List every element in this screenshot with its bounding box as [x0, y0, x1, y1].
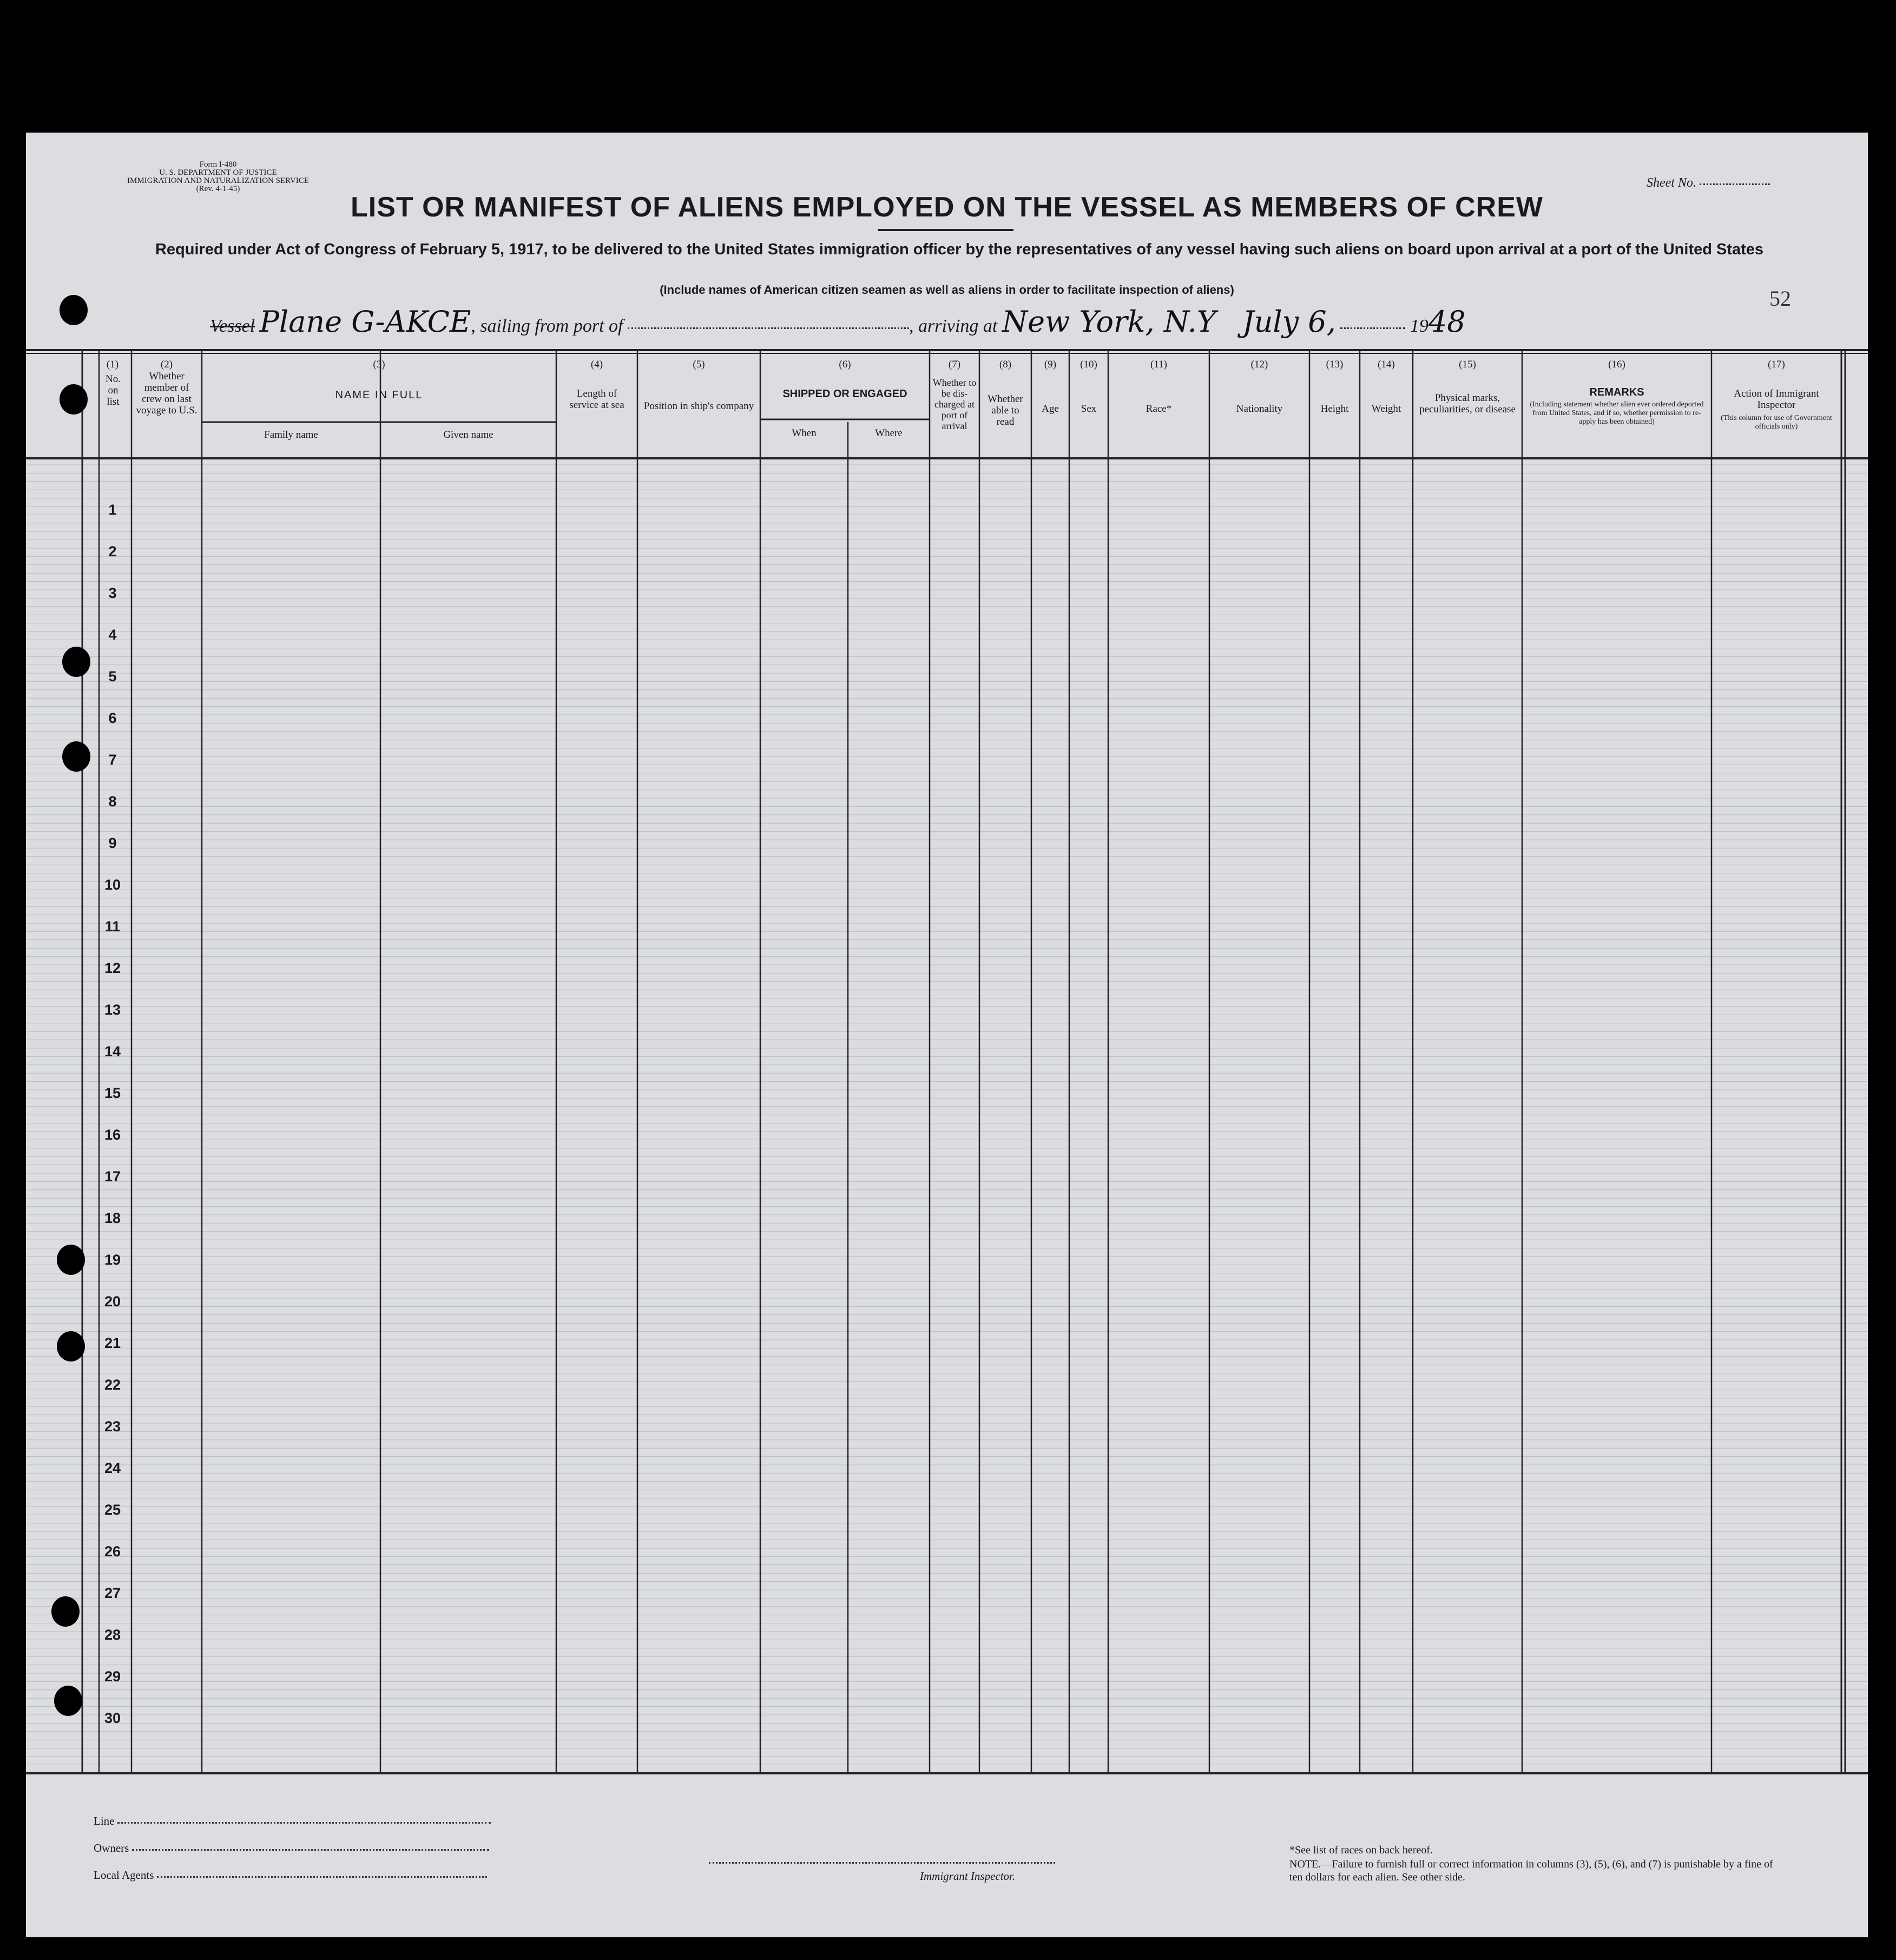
col-header-inspector-action: Action of Immigrant Inspector [1734, 388, 1819, 411]
col-num-5: (5) [693, 359, 705, 370]
row-number: 7 [108, 752, 117, 768]
footer-owners-blank [132, 1848, 489, 1851]
sailing-port-blank [628, 326, 909, 329]
footer-line-label: Line [94, 1814, 115, 1827]
col-num-1: (1) [106, 359, 119, 370]
col-header-inspector-note: (This column for use of Government officials only) [1721, 414, 1832, 431]
col-num-9: (9) [1044, 359, 1057, 370]
col-header-sex: Sex [1081, 403, 1097, 415]
col-header-remarks: REMARKS [1589, 386, 1644, 398]
row-number: 3 [108, 585, 117, 601]
col-header-length-of-service: Length of service at sea [569, 388, 624, 411]
sheet-number-label: Sheet No. [1647, 176, 1696, 190]
vessel-name: Plane G-AKCE [259, 305, 471, 339]
col-num-6: (6) [839, 359, 851, 370]
row-number: 26 [104, 1543, 121, 1560]
col-num-14: (14) [1378, 359, 1395, 370]
col-header-no-on-list: No. on list [106, 373, 121, 407]
col-header-when: When [792, 427, 817, 439]
races-note: *See list of races on back hereof. [1289, 1844, 1433, 1856]
col-num-10: (10) [1080, 359, 1097, 370]
page-title: LIST OR MANIFEST OF ALIENS EMPLOYED ON THE VESSEL AS MEMBERS OF CREW [351, 192, 1543, 223]
footer-agents-label: Local Agents [94, 1869, 154, 1882]
col-header-discharged: Whether to be dis-charged at port of arrival [932, 377, 977, 431]
row-rulings [26, 465, 1868, 1765]
row-number: 21 [104, 1335, 121, 1351]
row-number: 16 [104, 1127, 121, 1143]
revision: (Rev. 4-1-45) [196, 185, 240, 193]
sheet-number [1647, 176, 1770, 190]
col-header-physical-marks: Physical marks, peculiarities, or disease [1419, 392, 1516, 415]
row-number: 6 [108, 710, 117, 726]
col-header-age: Age [1042, 403, 1059, 415]
row-number: 19 [104, 1252, 121, 1268]
row-number: 17 [104, 1168, 121, 1185]
vessel-line [210, 305, 1466, 339]
row-number: 22 [104, 1377, 121, 1393]
col-num-17: (17) [1768, 359, 1785, 370]
row-number: 15 [104, 1085, 121, 1101]
row-number: 4 [108, 627, 117, 643]
col-header-nationality: Nationality [1236, 403, 1283, 415]
col-num-13: (13) [1326, 359, 1344, 370]
punch-hole [57, 1245, 85, 1275]
header-bottom-border [26, 457, 1868, 459]
col-header-height: Height [1320, 403, 1349, 415]
col-header-shipped-or-engaged: SHIPPED OR ENGAGED [782, 388, 907, 400]
col-header-position: Position in ship's company [643, 400, 754, 412]
row-number: 23 [104, 1418, 121, 1435]
col-header-name-in-full: NAME IN FULL [335, 389, 423, 401]
punch-hole [60, 295, 88, 325]
row-number: 30 [104, 1710, 121, 1726]
row-number: 13 [104, 1002, 121, 1018]
date-blank [1340, 326, 1405, 329]
row-number: 25 [104, 1502, 121, 1518]
col-num-8: (8) [999, 359, 1012, 370]
footer-owners-label: Owners [94, 1841, 129, 1854]
manifest-table-grid [26, 349, 1868, 1778]
punch-hole [54, 1686, 82, 1716]
footer-agents-blank [157, 1875, 487, 1878]
footer-agents [94, 1869, 487, 1882]
include-note: (Include names of American citizen seamen as well as aliens in order to facilitate inspection of aliens) [660, 283, 1234, 297]
col-header-family-name: Family name [264, 429, 318, 440]
sailing-label: , sailing from port of [471, 316, 623, 336]
row-number: 9 [108, 835, 117, 851]
col-header-race: Race* [1146, 403, 1172, 415]
punch-hole [60, 384, 88, 415]
manifest-sheet [26, 133, 1868, 1937]
table-bottom-border [26, 1772, 1868, 1774]
row-number: 11 [104, 918, 121, 935]
vessel-label: Vessel [210, 316, 255, 336]
col-num-11: (11) [1150, 359, 1167, 370]
col-num-12: (12) [1250, 359, 1268, 370]
penalty-note: NOTE.—Failure to furnish full or correct information in columns (3), (5), (6), and (7) is punishable by a fine of ten dollars for each alien. See other side. [1289, 1858, 1773, 1883]
col-header-crew-last-voyage: Whether member of crew on last voyage to U.S. [136, 371, 198, 416]
year-suffix: 48 [1428, 305, 1466, 339]
column-dividers [82, 349, 1845, 1773]
table-top-border-inner [26, 353, 1868, 354]
inspector-signature-line [709, 1862, 1055, 1864]
arriving-port: New York, N.Y [1002, 305, 1216, 339]
page-number: 52 [1769, 286, 1791, 311]
col-num-3: (3) [373, 359, 385, 370]
arriving-label: , arriving at [909, 316, 998, 336]
col-num-7: (7) [948, 359, 961, 370]
col-header-able-to-read: Whether able to read [988, 393, 1023, 427]
row-number: 27 [104, 1585, 121, 1601]
row-number: 1 [108, 502, 117, 518]
row-number: 18 [104, 1210, 121, 1226]
row-number: 24 [104, 1460, 121, 1476]
col-num-2: (2) [160, 359, 173, 370]
footer-line [94, 1814, 491, 1828]
row-number: 14 [104, 1043, 121, 1060]
row-number: 5 [108, 668, 117, 685]
row-number: 20 [104, 1293, 121, 1310]
punch-hole [51, 1596, 80, 1627]
footer-owners [94, 1841, 489, 1855]
row-number: 28 [104, 1627, 121, 1643]
col-num-4: (4) [590, 359, 603, 370]
punch-hole [62, 741, 90, 772]
row-number: 8 [108, 793, 117, 810]
col-num-16: (16) [1608, 359, 1625, 370]
inspector-label: Immigrant Inspector. [920, 1870, 1016, 1883]
sheet-number-blank [1700, 182, 1770, 185]
year-prefix: 19 [1410, 316, 1428, 336]
subtitle: Required under Act of Congress of February 5, 1917, to be delivered to the United States immigration officer by the representatives of any vessel having such aliens on board upon arrival at a port of the United States [155, 241, 1764, 258]
row-number: 29 [104, 1668, 121, 1685]
punch-hole [62, 647, 90, 677]
punch-hole [57, 1331, 85, 1362]
col-header-weight: Weight [1371, 403, 1401, 415]
title-underline [878, 229, 1013, 231]
footer-line-blank [117, 1821, 491, 1824]
arrival-date: July 6, [1242, 305, 1336, 339]
col-header-where: Where [875, 427, 903, 439]
col-header-given-name: Given name [443, 429, 493, 440]
table-top-border [26, 349, 1868, 351]
row-number: 12 [104, 960, 121, 976]
form-number: Form I-480 [199, 160, 237, 169]
col-header-remarks-note: (Including statement whether alien ever ordered deported from United States, and if so, whether permission to re-apply has been obtained) [1530, 400, 1704, 426]
row-number: 10 [104, 877, 121, 893]
row-number: 2 [108, 543, 117, 560]
service: IMMIGRATION AND NATURALIZATION SERVICE [127, 176, 309, 185]
col-num-15: (15) [1459, 359, 1476, 370]
department: U. S. DEPARTMENT OF JUSTICE [159, 168, 277, 177]
form-identifier [126, 161, 310, 193]
